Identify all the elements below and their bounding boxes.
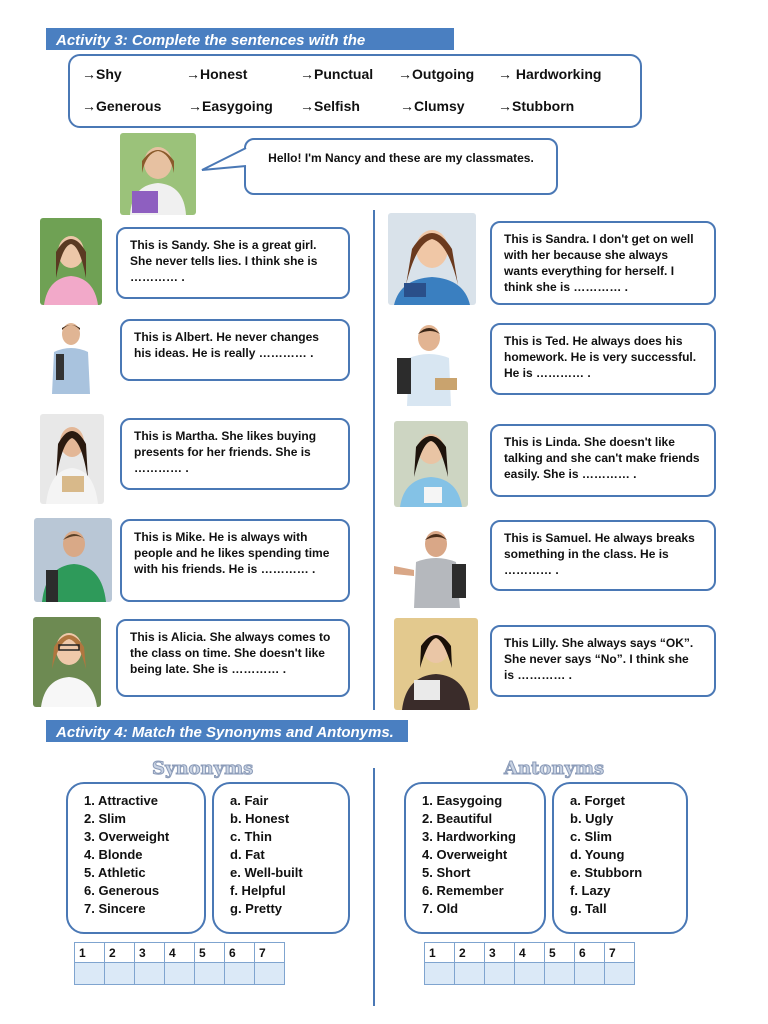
synonym-word: 7. Sincere [84, 901, 146, 916]
grid-number: 1 [75, 943, 105, 963]
martha-bubble: This is Martha. She likes buying presents for her friends. She is ………… . [120, 418, 350, 490]
synonym-match: d. Fat [230, 847, 265, 862]
lilly-bubble: This Lilly. She always says “OK”. She never says “No”. I think she is ………… . [490, 625, 716, 697]
intro-bubble: Hello! I'm Nancy and these are my classmates. [244, 138, 558, 195]
synonym-match: a. Fair [230, 793, 269, 808]
synonym-word: 2. Slim [84, 811, 126, 826]
answer-cell[interactable] [135, 963, 165, 985]
sandra-photo [388, 213, 476, 305]
grid-number: 2 [455, 943, 485, 963]
answer-cell[interactable] [455, 963, 485, 985]
antonyms-title: Antonyms [504, 758, 605, 779]
synonym-match: c. Thin [230, 829, 272, 844]
answer-cell[interactable] [255, 963, 285, 985]
ted-bubble: This is Ted. He always does his homework. He is very successful. He is ………… . [490, 323, 716, 395]
answer-cell[interactable] [195, 963, 225, 985]
word-easygoing: →Easygoing [188, 98, 273, 114]
synonyms-words-box [66, 782, 206, 934]
antonym-match: g. Tall [570, 901, 607, 916]
answer-cell[interactable] [425, 963, 455, 985]
antonym-match: d. Young [570, 847, 625, 862]
antonym-match: e. Stubborn [570, 865, 643, 880]
antonym-word: 4. Overweight [422, 847, 508, 862]
alicia-bubble: This is Alicia. She always comes to the class on time. She doesn't like being late. She is ………… . [116, 619, 350, 697]
lilly-photo [394, 618, 478, 710]
antonym-match: b. Ugly [570, 811, 614, 826]
answer-cell[interactable] [545, 963, 575, 985]
activity4-divider [373, 768, 375, 1006]
ted-photo [393, 318, 461, 406]
grid-number: 4 [515, 943, 545, 963]
synonym-word: 4. Blonde [84, 847, 143, 862]
nancy-photo [120, 133, 196, 215]
grid-number: 2 [105, 943, 135, 963]
antonym-word: 2. Beautiful [422, 811, 493, 826]
answer-cell[interactable] [75, 963, 105, 985]
antonym-word: 5. Short [422, 865, 471, 880]
grid-number: 3 [485, 943, 515, 963]
word-clumsy: →Clumsy [400, 98, 465, 114]
synonyms-answer-grid [74, 942, 285, 985]
antonym-match: a. Forget [570, 793, 625, 808]
antonyms-matches-box [552, 782, 688, 934]
antonym-match: c. Slim [570, 829, 612, 844]
samuel-photo [390, 522, 472, 608]
activity3-title: Activity 3: Complete the sentences with the [46, 28, 454, 50]
answer-cell[interactable] [165, 963, 195, 985]
albert-photo [42, 318, 100, 394]
synonyms-matches-box [212, 782, 350, 934]
grid-number: 5 [545, 943, 575, 963]
answer-cell[interactable] [485, 963, 515, 985]
synonym-match: e. Well-built [230, 865, 303, 880]
synonyms-title: Synonyms [152, 758, 254, 779]
sandra-bubble: This is Sandra. I don't get on well with her because she always wants everything for herself. I think she is ………… . [490, 221, 716, 305]
activity4-title: Activity 4: Match the Synonyms and Antonyms. [46, 720, 408, 742]
synonym-word: 1. Attractive [84, 793, 158, 808]
word-punctual: →Punctual [300, 66, 374, 82]
sandy-photo [40, 218, 102, 305]
grid-number: 7 [605, 943, 635, 963]
word-outgoing: →Outgoing [398, 66, 475, 82]
mike-bubble: This is Mike. He is always with people and he likes spending time with his friends. He is ………… . [120, 519, 350, 602]
antonym-word: 1. Easygoing [422, 793, 503, 808]
grid-number: 5 [195, 943, 225, 963]
answer-cell[interactable] [605, 963, 635, 985]
grid-number: 6 [225, 943, 255, 963]
synonym-match: b. Honest [230, 811, 290, 826]
intro-bubble-tail [200, 144, 248, 174]
albert-bubble: This is Albert. He never changes his ideas. He is really ………… . [120, 319, 350, 381]
answer-cell[interactable] [105, 963, 135, 985]
antonym-word: 7. Old [422, 901, 459, 916]
grid-number: 6 [575, 943, 605, 963]
synonym-word: 3. Overweight [84, 829, 170, 844]
grid-number: 1 [425, 943, 455, 963]
antonym-word: 6. Remember [422, 883, 504, 898]
word-shy: →Shy [82, 66, 122, 82]
answer-cell[interactable] [515, 963, 545, 985]
synonym-word: 5. Athletic [84, 865, 146, 880]
antonyms-words-box [404, 782, 546, 934]
word-generous: →Generous [82, 98, 162, 114]
word-stubborn: →Stubborn [498, 98, 575, 114]
linda-bubble: This is Linda. She doesn't like talking and she can't make friends easily. She is ………… . [490, 424, 716, 497]
alicia-photo [33, 617, 101, 707]
martha-photo [40, 414, 104, 504]
antonym-word: 3. Hardworking [422, 829, 516, 844]
answer-cell[interactable] [575, 963, 605, 985]
word-honest: →Honest [186, 66, 248, 82]
word-hardworking: → Hardworking [498, 66, 602, 82]
synonym-match: f. Helpful [230, 883, 286, 898]
synonym-match: g. Pretty [230, 901, 283, 916]
samuel-bubble: This is Samuel. He always breaks something in the class. He is ………… . [490, 520, 716, 591]
center-divider [373, 210, 375, 710]
grid-number: 3 [135, 943, 165, 963]
antonym-match: f. Lazy [570, 883, 611, 898]
sandy-bubble: This is Sandy. She is a great girl. She never tells lies. I think she is ………… . [116, 227, 350, 299]
synonym-word: 6. Generous [84, 883, 160, 898]
antonyms-answer-grid [424, 942, 635, 985]
grid-number: 7 [255, 943, 285, 963]
mike-photo [34, 518, 112, 602]
word-selfish: →Selfish [300, 98, 360, 114]
grid-number: 4 [165, 943, 195, 963]
answer-cell[interactable] [225, 963, 255, 985]
linda-photo [394, 421, 468, 507]
